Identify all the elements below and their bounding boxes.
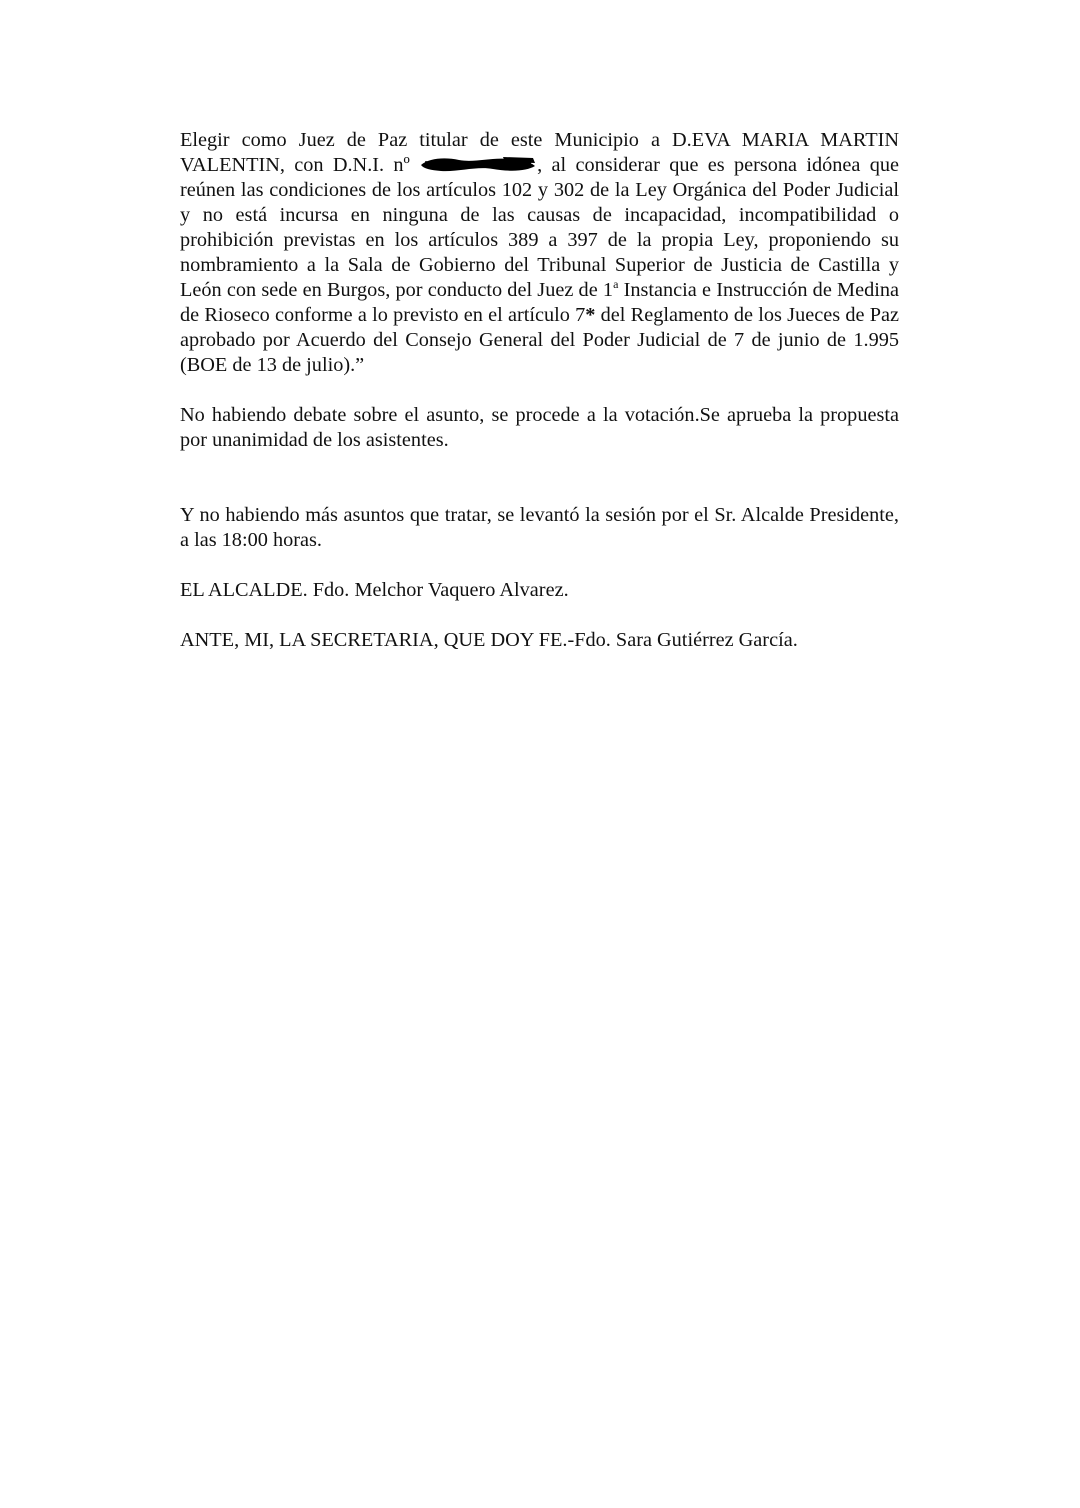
asterisk-mark: * xyxy=(585,304,596,326)
paragraph-appointment-text-2: , al considerar que es persona idónea que reúnen las condiciones de los artículos 102 y 302 de la Ley Orgánica del Poder Judicial y no está incursa en ninguna de las causas de incapacidad, incompatibilidad o prohibición previstas en los artículos 389 a 397 de la propia Ley, proponiendo su nombramiento a la Sala de Gobierno del Tribunal Superior de Justicia de Castilla y León con sede en Burgos, por conducto del Juez de 1 xyxy=(180,154,899,301)
signature-secretary: ANTE, MI, LA SECRETARIA, QUE DOY FE.-Fdo. Sara Gutiérrez García. xyxy=(180,629,798,651)
paragraph-vote: No habiendo debate sobre el asunto, se procede a la votación.Se aprueba la propuesta por unanimidad de los asistentes. xyxy=(180,404,899,451)
redaction-scribble-icon xyxy=(419,154,537,174)
document-body xyxy=(180,128,899,653)
paragraph-appointment xyxy=(180,128,899,378)
paragraph-appointment-text-3: Instancia e Instrucción de Medina de Rioseco conforme a lo previsto en el artículo 7 xyxy=(180,279,899,326)
paragraph-closing: Y no habiendo más asuntos que tratar, se levantó la sesión por el Sr. Alcalde Presidente, a las 18:00 horas. xyxy=(180,504,899,551)
superscript-ordinal: a xyxy=(613,277,619,291)
redaction-mark xyxy=(419,154,537,174)
signature-mayor: EL ALCALDE. Fdo. Melchor Vaquero Alvarez. xyxy=(180,579,569,601)
paragraph-appointment-text-1: Elegir como Juez de Paz titular de este Municipio a D.EVA MARIA MARTIN VALENTIN, con D.N.I. nº xyxy=(180,129,899,176)
paragraph-appointment-text-4: del Reglamento de los Jueces de Paz aprobado por Acuerdo del Consejo General del Poder Judicial de 7 de junio de 1.995 (BOE de 13 de julio).” xyxy=(180,304,899,376)
